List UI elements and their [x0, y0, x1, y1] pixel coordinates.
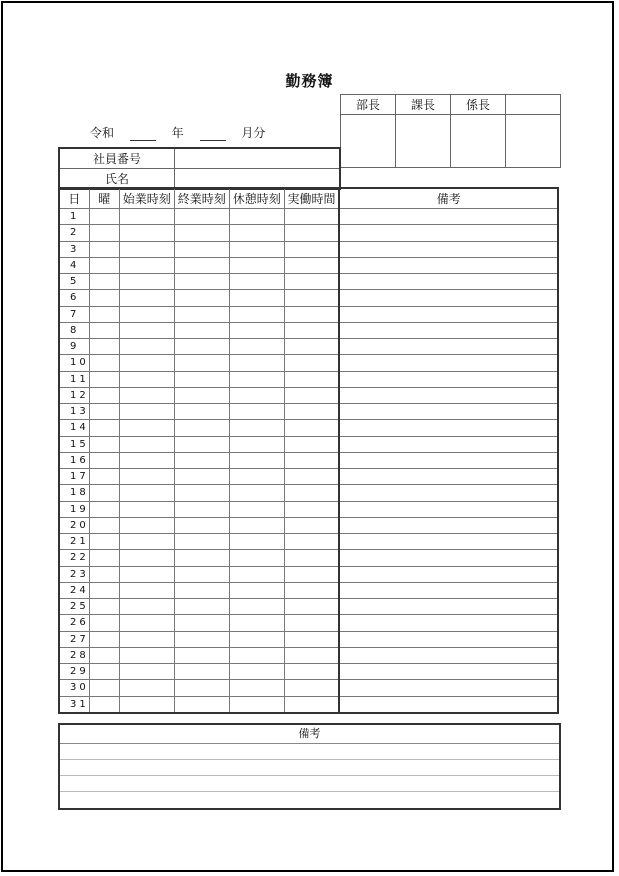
- actual-hours-cell[interactable]: [284, 355, 339, 371]
- table-row: [59, 469, 558, 485]
- start-time-cell[interactable]: [119, 517, 174, 533]
- start-time-cell[interactable]: [119, 436, 174, 452]
- break-time-cell[interactable]: [229, 485, 284, 501]
- actual-hours-cell[interactable]: [284, 371, 339, 387]
- stamp-box-blank[interactable]: [506, 115, 561, 168]
- employee-name-field[interactable]: [175, 169, 341, 190]
- end-time-cell[interactable]: [174, 615, 229, 631]
- actual-hours-cell[interactable]: [284, 322, 339, 338]
- end-time-cell[interactable]: [174, 550, 229, 566]
- weekday-cell[interactable]: [89, 534, 119, 550]
- weekday-cell[interactable]: [89, 647, 119, 663]
- start-time-cell[interactable]: [119, 420, 174, 436]
- weekday-cell[interactable]: [89, 404, 119, 420]
- start-time-cell[interactable]: [119, 274, 174, 290]
- remarks-cell[interactable]: [339, 517, 558, 533]
- remarks-cell[interactable]: [339, 469, 558, 485]
- table-row: [59, 517, 558, 533]
- day-cell: 24: [59, 582, 89, 598]
- table-row: [59, 436, 558, 452]
- break-time-cell[interactable]: [229, 371, 284, 387]
- start-time-cell[interactable]: [119, 306, 174, 322]
- table-row: [59, 647, 558, 663]
- start-time-cell[interactable]: [119, 550, 174, 566]
- end-time-cell[interactable]: [174, 452, 229, 468]
- weekday-cell[interactable]: [89, 355, 119, 371]
- remarks-cell[interactable]: [339, 436, 558, 452]
- break-time-cell[interactable]: [229, 517, 284, 533]
- remarks-cell[interactable]: [339, 534, 558, 550]
- weekday-cell[interactable]: [89, 615, 119, 631]
- attendance-table: [58, 187, 559, 714]
- start-time-cell[interactable]: [119, 599, 174, 615]
- day-cell: 26: [59, 615, 89, 631]
- day-cell: 28: [59, 647, 89, 663]
- weekday-cell[interactable]: [89, 241, 119, 257]
- break-time-cell[interactable]: [229, 355, 284, 371]
- start-time-cell[interactable]: [119, 647, 174, 663]
- start-time-cell[interactable]: [119, 452, 174, 468]
- day-cell: 4: [59, 257, 89, 273]
- actual-hours-cell[interactable]: [284, 680, 339, 696]
- notes-heading: 備考: [60, 725, 559, 744]
- col-header-remarks: 備考: [339, 188, 558, 209]
- start-time-cell[interactable]: [119, 241, 174, 257]
- employee-id-field[interactable]: [175, 148, 341, 169]
- break-time-cell[interactable]: [229, 306, 284, 322]
- end-time-cell[interactable]: [174, 355, 229, 371]
- table-row: [59, 582, 558, 598]
- day-cell: 1: [59, 209, 89, 225]
- end-time-cell[interactable]: [174, 631, 229, 647]
- day-cell: 27: [59, 631, 89, 647]
- end-time-cell[interactable]: [174, 534, 229, 550]
- actual-hours-cell[interactable]: [284, 257, 339, 273]
- actual-hours-cell[interactable]: [284, 664, 339, 680]
- end-time-cell[interactable]: [174, 664, 229, 680]
- break-time-cell[interactable]: [229, 322, 284, 338]
- weekday-cell[interactable]: [89, 599, 119, 615]
- end-time-cell[interactable]: [174, 647, 229, 663]
- table-row: [59, 371, 558, 387]
- weekday-cell[interactable]: [89, 696, 119, 713]
- table-header-row: [59, 188, 558, 209]
- start-time-cell[interactable]: [119, 371, 174, 387]
- start-time-cell[interactable]: [119, 387, 174, 403]
- day-cell: 16: [59, 452, 89, 468]
- actual-hours-cell[interactable]: [284, 534, 339, 550]
- start-time-cell[interactable]: [119, 615, 174, 631]
- table-row: [59, 404, 558, 420]
- table-row: [59, 257, 558, 273]
- employee-name-label: 氏名: [59, 169, 175, 190]
- start-time-cell[interactable]: [119, 485, 174, 501]
- end-time-cell[interactable]: [174, 566, 229, 582]
- remarks-cell[interactable]: [339, 274, 558, 290]
- table-row: [59, 534, 558, 550]
- actual-hours-cell[interactable]: [284, 582, 339, 598]
- actual-hours-cell[interactable]: [284, 696, 339, 713]
- weekday-cell[interactable]: [89, 420, 119, 436]
- remarks-cell[interactable]: [339, 501, 558, 517]
- actual-hours-cell[interactable]: [284, 436, 339, 452]
- day-cell: 30: [59, 680, 89, 696]
- approval-header-kacho: 課長: [396, 95, 451, 115]
- day-cell: 3: [59, 241, 89, 257]
- actual-hours-cell[interactable]: [284, 647, 339, 663]
- actual-hours-cell[interactable]: [284, 485, 339, 501]
- remarks-cell[interactable]: [339, 582, 558, 598]
- end-time-cell[interactable]: [174, 209, 229, 225]
- table-row: [59, 680, 558, 696]
- year-input[interactable]: [130, 128, 156, 141]
- table-row: [59, 501, 558, 517]
- day-cell: 7: [59, 306, 89, 322]
- weekday-cell[interactable]: [89, 469, 119, 485]
- table-row: [59, 339, 558, 355]
- remarks-cell[interactable]: [339, 306, 558, 322]
- notes-line[interactable]: [60, 744, 559, 760]
- weekday-cell[interactable]: [89, 550, 119, 566]
- remarks-cell[interactable]: [339, 225, 558, 241]
- end-time-cell[interactable]: [174, 274, 229, 290]
- day-cell: 18: [59, 485, 89, 501]
- end-time-cell[interactable]: [174, 339, 229, 355]
- notes-line[interactable]: [60, 792, 559, 808]
- actual-hours-cell[interactable]: [284, 339, 339, 355]
- actual-hours-cell[interactable]: [284, 452, 339, 468]
- col-header-break-time: 休憩時刻: [229, 188, 284, 209]
- col-header-end-time: 終業時刻: [174, 188, 229, 209]
- col-header-actual-hours: 実働時間: [284, 188, 339, 209]
- table-row: [59, 664, 558, 680]
- actual-hours-cell[interactable]: [284, 404, 339, 420]
- table-row: [59, 225, 558, 241]
- weekday-cell[interactable]: [89, 274, 119, 290]
- start-time-cell[interactable]: [119, 469, 174, 485]
- start-time-cell[interactable]: [119, 566, 174, 582]
- end-time-cell[interactable]: [174, 290, 229, 306]
- month-label: 月分: [241, 126, 266, 140]
- end-time-cell[interactable]: [174, 696, 229, 713]
- table-row: [59, 387, 558, 403]
- weekday-cell[interactable]: [89, 436, 119, 452]
- weekday-cell[interactable]: [89, 517, 119, 533]
- remarks-cell[interactable]: [339, 631, 558, 647]
- day-cell: 22: [59, 550, 89, 566]
- actual-hours-cell[interactable]: [284, 387, 339, 403]
- remarks-cell[interactable]: [339, 339, 558, 355]
- day-cell: 9: [59, 339, 89, 355]
- remarks-cell[interactable]: [339, 680, 558, 696]
- actual-hours-cell[interactable]: [284, 290, 339, 306]
- remarks-cell[interactable]: [339, 550, 558, 566]
- remarks-cell[interactable]: [339, 241, 558, 257]
- remarks-cell[interactable]: [339, 615, 558, 631]
- actual-hours-cell[interactable]: [284, 550, 339, 566]
- start-time-cell[interactable]: [119, 631, 174, 647]
- end-time-cell[interactable]: [174, 322, 229, 338]
- day-cell: 19: [59, 501, 89, 517]
- table-row: [59, 209, 558, 225]
- stamp-box-kakaricho[interactable]: [451, 115, 506, 168]
- table-row: [59, 452, 558, 468]
- start-time-cell[interactable]: [119, 339, 174, 355]
- table-row: [59, 322, 558, 338]
- day-cell: 21: [59, 534, 89, 550]
- weekday-cell[interactable]: [89, 631, 119, 647]
- remarks-cell[interactable]: [339, 566, 558, 582]
- notes-line[interactable]: [60, 760, 559, 776]
- day-cell: 2: [59, 225, 89, 241]
- table-row: [59, 420, 558, 436]
- actual-hours-cell[interactable]: [284, 615, 339, 631]
- end-time-cell[interactable]: [174, 225, 229, 241]
- weekday-cell[interactable]: [89, 290, 119, 306]
- break-time-cell[interactable]: [229, 225, 284, 241]
- day-cell: 5: [59, 274, 89, 290]
- start-time-cell[interactable]: [119, 696, 174, 713]
- table-row: [59, 241, 558, 257]
- approval-header-blank: [506, 95, 561, 115]
- end-time-cell[interactable]: [174, 371, 229, 387]
- day-cell: 23: [59, 566, 89, 582]
- col-header-weekday: 曜: [89, 188, 119, 209]
- weekday-cell[interactable]: [89, 485, 119, 501]
- start-time-cell[interactable]: [119, 355, 174, 371]
- break-time-cell[interactable]: [229, 209, 284, 225]
- end-time-cell[interactable]: [174, 420, 229, 436]
- end-time-cell[interactable]: [174, 485, 229, 501]
- start-time-cell[interactable]: [119, 322, 174, 338]
- remarks-cell[interactable]: [339, 257, 558, 273]
- remarks-cell[interactable]: [339, 647, 558, 663]
- table-row: [59, 290, 558, 306]
- remarks-cell[interactable]: [339, 452, 558, 468]
- break-time-cell[interactable]: [229, 534, 284, 550]
- table-row: [59, 550, 558, 566]
- break-time-cell[interactable]: [229, 257, 284, 273]
- end-time-cell[interactable]: [174, 404, 229, 420]
- stamp-box-kacho[interactable]: [396, 115, 451, 168]
- weekday-cell[interactable]: [89, 322, 119, 338]
- end-time-cell[interactable]: [174, 680, 229, 696]
- end-time-cell[interactable]: [174, 469, 229, 485]
- remarks-cell[interactable]: [339, 420, 558, 436]
- day-cell: 20: [59, 517, 89, 533]
- start-time-cell[interactable]: [119, 680, 174, 696]
- table-row: [59, 615, 558, 631]
- actual-hours-cell[interactable]: [284, 599, 339, 615]
- month-input[interactable]: [200, 128, 226, 141]
- start-time-cell[interactable]: [119, 501, 174, 517]
- break-time-cell[interactable]: [229, 599, 284, 615]
- weekday-cell[interactable]: [89, 501, 119, 517]
- day-cell: 29: [59, 664, 89, 680]
- notes-line[interactable]: [60, 776, 559, 792]
- actual-hours-cell[interactable]: [284, 566, 339, 582]
- start-time-cell[interactable]: [119, 534, 174, 550]
- approval-header-bucho: 部長: [341, 95, 396, 115]
- table-row: [59, 631, 558, 647]
- remarks-cell[interactable]: [339, 322, 558, 338]
- approval-header-kakaricho: 係長: [451, 95, 506, 115]
- notes-box: [58, 723, 561, 810]
- weekday-cell[interactable]: [89, 387, 119, 403]
- table-row: [59, 485, 558, 501]
- start-time-cell[interactable]: [119, 209, 174, 225]
- break-time-cell[interactable]: [229, 631, 284, 647]
- day-cell: 25: [59, 599, 89, 615]
- remarks-cell[interactable]: [339, 696, 558, 713]
- remarks-cell[interactable]: [339, 209, 558, 225]
- table-row: [59, 696, 558, 713]
- weekday-cell[interactable]: [89, 339, 119, 355]
- remarks-cell[interactable]: [339, 355, 558, 371]
- break-time-cell[interactable]: [229, 290, 284, 306]
- break-time-cell[interactable]: [229, 469, 284, 485]
- day-cell: 17: [59, 469, 89, 485]
- weekday-cell[interactable]: [89, 371, 119, 387]
- weekday-cell[interactable]: [89, 209, 119, 225]
- end-time-cell[interactable]: [174, 582, 229, 598]
- table-row: [59, 306, 558, 322]
- date-line: [90, 124, 265, 141]
- start-time-cell[interactable]: [119, 404, 174, 420]
- weekday-cell[interactable]: [89, 664, 119, 680]
- remarks-cell[interactable]: [339, 485, 558, 501]
- actual-hours-cell[interactable]: [284, 501, 339, 517]
- start-time-cell[interactable]: [119, 664, 174, 680]
- stamp-box-bucho[interactable]: [341, 115, 396, 168]
- actual-hours-cell[interactable]: [284, 420, 339, 436]
- day-cell: 10: [59, 355, 89, 371]
- remarks-cell[interactable]: [339, 599, 558, 615]
- end-time-cell[interactable]: [174, 306, 229, 322]
- day-cell: 12: [59, 387, 89, 403]
- start-time-cell[interactable]: [119, 290, 174, 306]
- actual-hours-cell[interactable]: [284, 274, 339, 290]
- break-time-cell[interactable]: [229, 420, 284, 436]
- remarks-cell[interactable]: [339, 387, 558, 403]
- day-cell: 8: [59, 322, 89, 338]
- weekday-cell[interactable]: [89, 680, 119, 696]
- weekday-cell[interactable]: [89, 257, 119, 273]
- end-time-cell[interactable]: [174, 436, 229, 452]
- weekday-cell[interactable]: [89, 566, 119, 582]
- approval-stamp-table: [340, 94, 561, 168]
- employee-info-table: [58, 147, 341, 190]
- end-time-cell[interactable]: [174, 501, 229, 517]
- table-row: [59, 355, 558, 371]
- end-time-cell[interactable]: [174, 387, 229, 403]
- weekday-cell[interactable]: [89, 452, 119, 468]
- remarks-cell[interactable]: [339, 290, 558, 306]
- start-time-cell[interactable]: [119, 582, 174, 598]
- start-time-cell[interactable]: [119, 225, 174, 241]
- remarks-cell[interactable]: [339, 404, 558, 420]
- break-time-cell[interactable]: [229, 436, 284, 452]
- day-cell: 15: [59, 436, 89, 452]
- employee-id-label: 社員番号: [59, 148, 175, 169]
- end-time-cell[interactable]: [174, 241, 229, 257]
- actual-hours-cell[interactable]: [284, 225, 339, 241]
- day-cell: 6: [59, 290, 89, 306]
- era-label: 令和: [90, 126, 115, 140]
- table-row: [59, 599, 558, 615]
- break-time-cell[interactable]: [229, 647, 284, 663]
- day-cell: 14: [59, 420, 89, 436]
- break-time-cell[interactable]: [229, 274, 284, 290]
- break-time-cell[interactable]: [229, 680, 284, 696]
- weekday-cell[interactable]: [89, 306, 119, 322]
- break-time-cell[interactable]: [229, 501, 284, 517]
- break-time-cell[interactable]: [229, 339, 284, 355]
- actual-hours-cell[interactable]: [284, 306, 339, 322]
- break-time-cell[interactable]: [229, 566, 284, 582]
- day-cell: 11: [59, 371, 89, 387]
- weekday-cell[interactable]: [89, 225, 119, 241]
- weekday-cell[interactable]: [89, 582, 119, 598]
- table-row: [59, 274, 558, 290]
- break-time-cell[interactable]: [229, 404, 284, 420]
- break-time-cell[interactable]: [229, 664, 284, 680]
- start-time-cell[interactable]: [119, 257, 174, 273]
- actual-hours-cell[interactable]: [284, 241, 339, 257]
- break-time-cell[interactable]: [229, 241, 284, 257]
- remarks-cell[interactable]: [339, 664, 558, 680]
- day-cell: 31: [59, 696, 89, 713]
- end-time-cell[interactable]: [174, 257, 229, 273]
- page-title: 勤務簿: [285, 72, 334, 90]
- break-time-cell[interactable]: [229, 582, 284, 598]
- col-header-start-time: 始業時刻: [119, 188, 174, 209]
- remarks-cell[interactable]: [339, 371, 558, 387]
- table-row: [59, 566, 558, 582]
- day-cell: 13: [59, 404, 89, 420]
- end-time-cell[interactable]: [174, 599, 229, 615]
- actual-hours-cell[interactable]: [284, 631, 339, 647]
- actual-hours-cell[interactable]: [284, 517, 339, 533]
- col-header-day: 日: [59, 188, 89, 209]
- end-time-cell[interactable]: [174, 517, 229, 533]
- break-time-cell[interactable]: [229, 387, 284, 403]
- break-time-cell[interactable]: [229, 696, 284, 713]
- actual-hours-cell[interactable]: [284, 469, 339, 485]
- actual-hours-cell[interactable]: [284, 209, 339, 225]
- break-time-cell[interactable]: [229, 550, 284, 566]
- break-time-cell[interactable]: [229, 452, 284, 468]
- year-label: 年: [171, 126, 184, 140]
- break-time-cell[interactable]: [229, 615, 284, 631]
